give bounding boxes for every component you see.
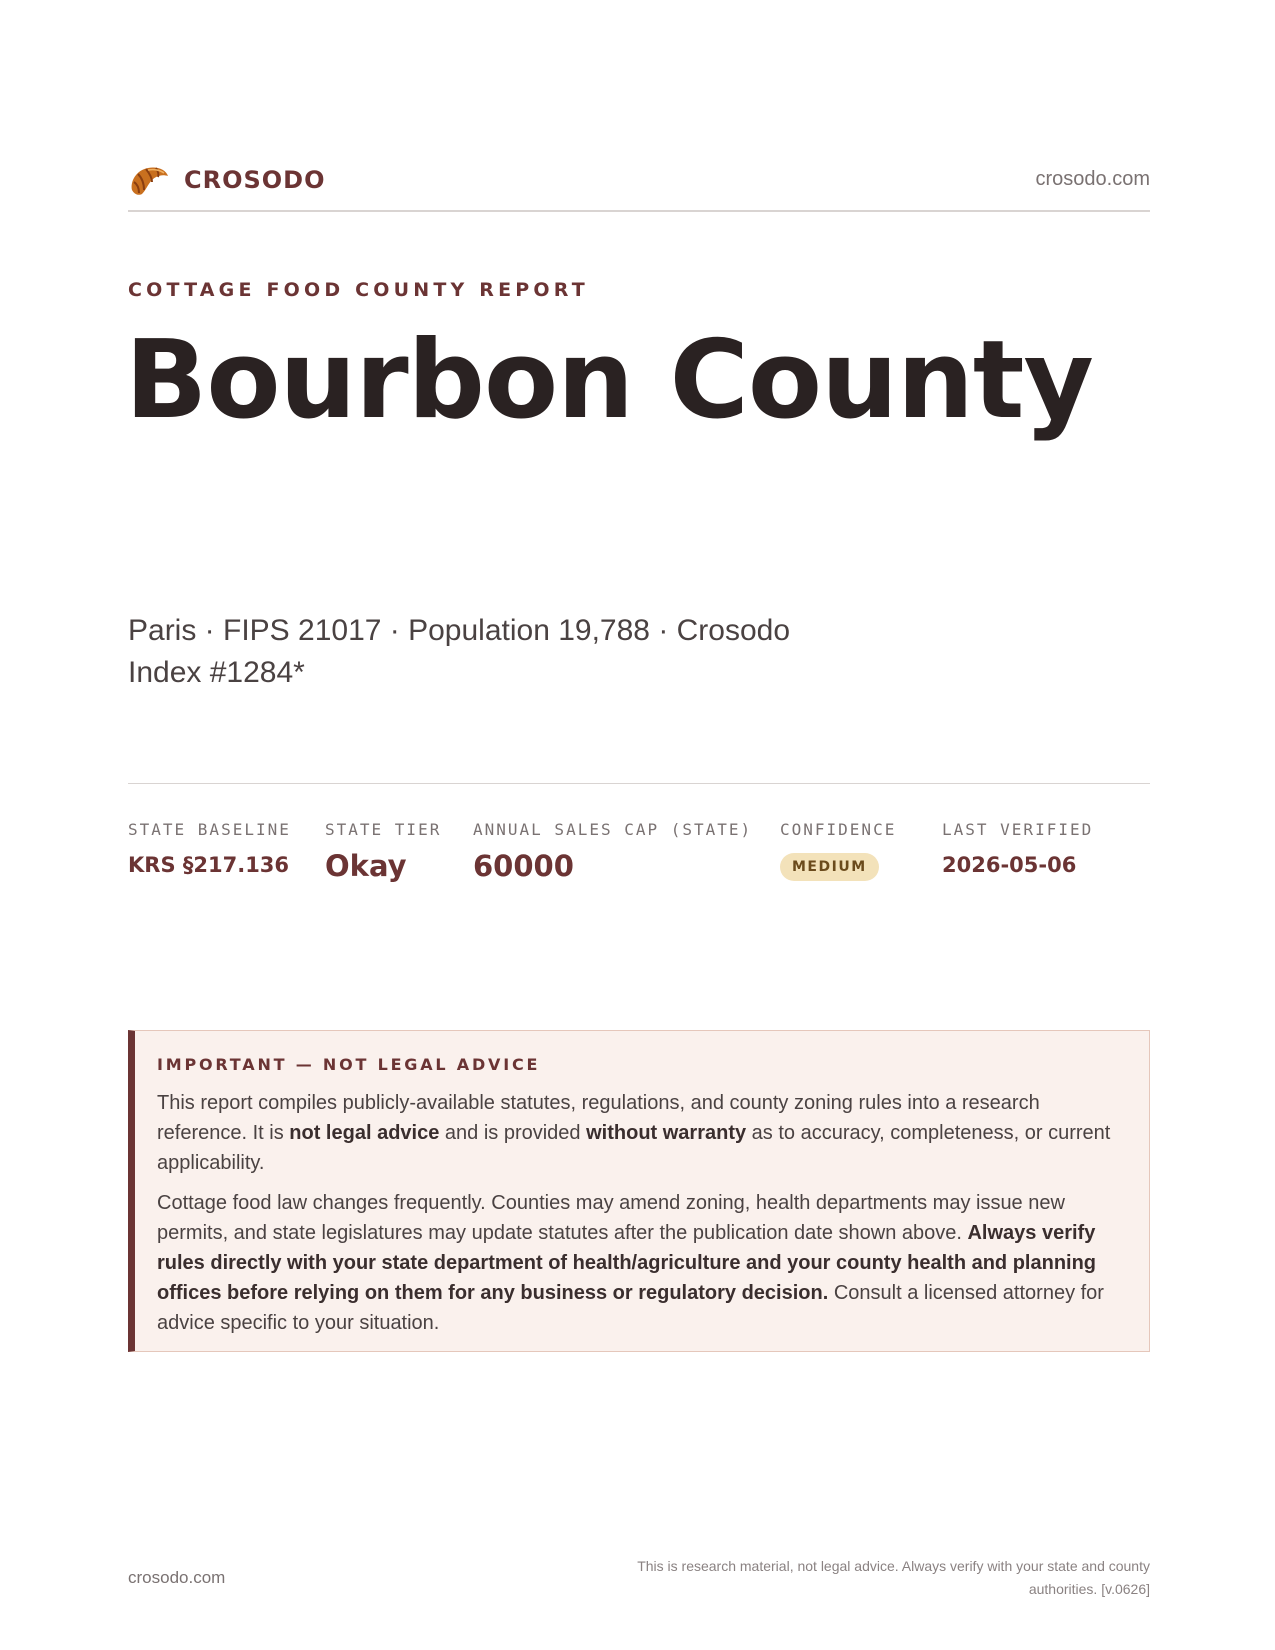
section-divider	[128, 783, 1150, 784]
notice-heading: IMPORTANT — NOT LEGAL ADVICE	[157, 1055, 541, 1074]
footer-site: crosodo.com	[128, 1568, 226, 1587]
stat-value: KRS §217.136	[128, 853, 290, 877]
header-divider	[128, 210, 1150, 212]
stat-value: 2026-05-06	[942, 853, 1077, 877]
stat-last-verified	[942, 820, 1093, 877]
stat-label: STATE BASELINE	[128, 820, 291, 839]
croissant-icon	[128, 160, 170, 200]
stat-value: Okay	[325, 849, 407, 883]
report-page	[125, 0, 1150, 1650]
page-header	[128, 160, 1150, 200]
site-link[interactable]: crosodo.com	[1035, 168, 1150, 190]
page-title: Bourbon County	[125, 318, 1093, 443]
stat-label: CONFIDENCE	[780, 820, 897, 839]
stat-annual-sales-cap	[473, 820, 752, 883]
stat-label: LAST VERIFIED	[942, 820, 1094, 839]
footer-disclaimer: This is research material, not legal advice. Always verify with your state and county authorities. [v.0626]	[637, 1558, 1150, 1597]
report-eyebrow: COTTAGE FOOD COUNTY REPORT	[128, 279, 589, 301]
notice-paragraph-2: Cottage food law changes frequently. Counties may amend zoning, health departments may issue new permits, and state legislatures may update statutes after the publication date shown above. Always verify rules directly with your state department of health/agriculture and your county health and planning offices before relying on them for any business or regulatory decision. Consult a licensed attorney for advice specific to your situation.	[157, 1192, 1104, 1334]
brand-name: CROSODO	[184, 166, 326, 194]
county-subtitle: Paris · FIPS 21017 · Population 19,788 · Crosodo Index #1284*	[128, 614, 791, 689]
stat-value: 60000	[473, 849, 574, 883]
legal-notice	[128, 1030, 1150, 1352]
stat-label: ANNUAL SALES CAP (STATE)	[473, 820, 753, 839]
stat-label: STATE TIER	[325, 820, 442, 839]
notice-paragraph-1: This report compiles publicly-available statutes, regulations, and county zoning rules into a research reference. It is not legal advice and is provided without warranty as to accuracy, completeness, or current applicability.	[157, 1092, 1111, 1174]
stat-confidence	[780, 820, 896, 881]
stat-state-tier	[325, 820, 441, 883]
stat-state-baseline	[128, 820, 291, 877]
confidence-badge: MEDIUM	[780, 853, 879, 881]
brand	[128, 160, 326, 200]
